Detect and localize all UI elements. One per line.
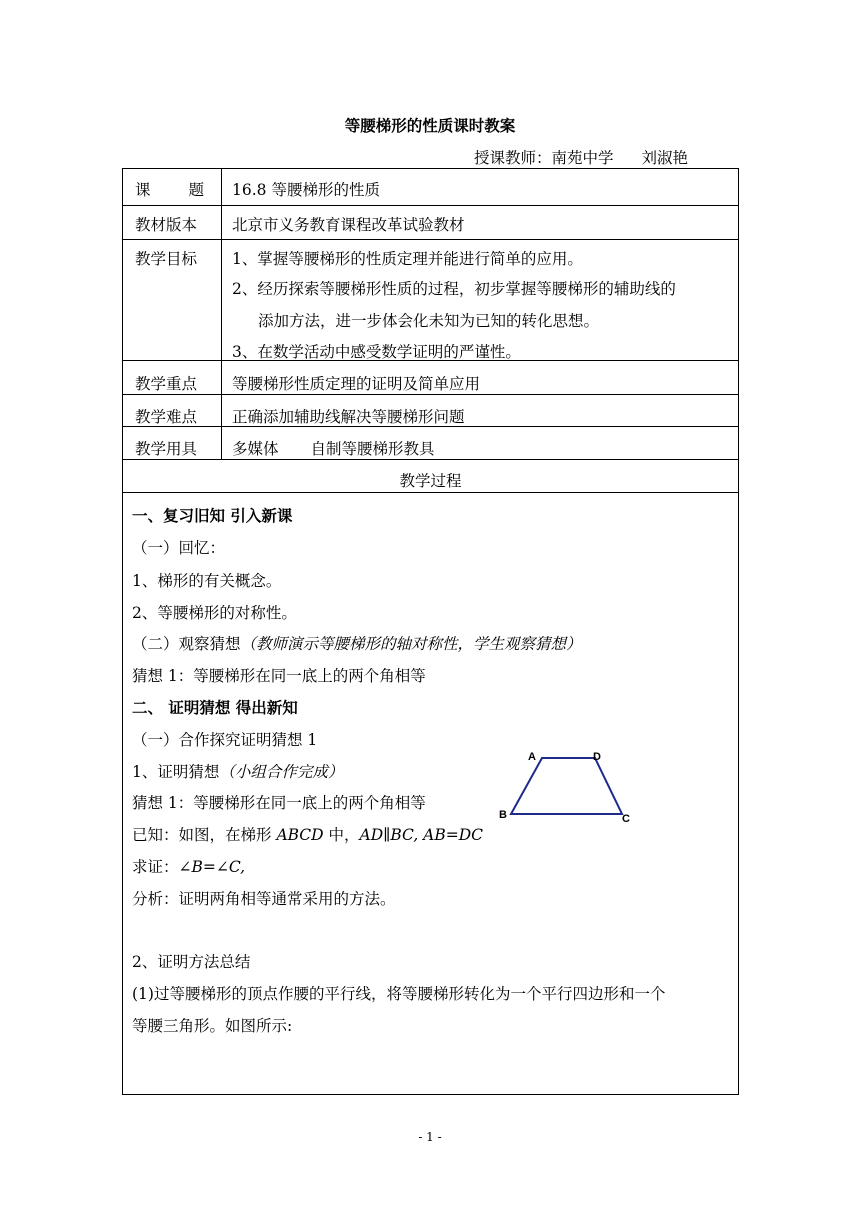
vertex-label-b: B bbox=[499, 809, 507, 821]
goal-1: 1、掌握等腰梯形的性质定理并能进行简单的应用。 bbox=[232, 250, 583, 268]
goals-label: 教学目标 bbox=[135, 250, 198, 268]
section-1-sub-2: （二）观察猜想（教师演示等腰梯形的轴对称性，学生观察猜想） bbox=[132, 635, 582, 653]
section-1-item-2: 2、等腰梯形的对称性。 bbox=[132, 604, 297, 622]
section-1-guess: 猜想 1：等腰梯形在同一底上的两个角相等 bbox=[132, 667, 426, 685]
page-number: - 1 - bbox=[418, 1130, 442, 1144]
topic-label: 课 题 bbox=[135, 181, 205, 199]
tools-label: 教学用具 bbox=[135, 440, 198, 458]
focus-value: 等腰梯形性质定理的证明及简单应用 bbox=[232, 375, 481, 393]
difficulty-value: 正确添加辅助线解决等腰梯形问题 bbox=[232, 408, 465, 426]
topic-value: 16.8 等腰梯形的性质 bbox=[232, 181, 380, 199]
document-title: 等腰梯形的性质课时教案 bbox=[344, 117, 516, 135]
section-2-sub-1: （一）合作探究证明猜想 1 bbox=[132, 731, 318, 749]
section-2-guess: 猜想 1：等腰梯形在同一底上的两个角相等 bbox=[132, 794, 426, 812]
vertex-label-c: C bbox=[622, 813, 630, 825]
section-1-item-1: 1、梯形的有关概念。 bbox=[132, 572, 282, 590]
difficulty-label: 教学难点 bbox=[135, 408, 198, 426]
edition-value: 北京市义务教育课程改革试验教材 bbox=[232, 216, 465, 234]
trapezoid-shape bbox=[511, 758, 622, 814]
section-2-method-1-cont: 等腰三角形。如图所示: bbox=[132, 1017, 293, 1035]
process-heading: 教学过程 bbox=[399, 472, 462, 490]
vertex-label-a: A bbox=[528, 751, 536, 763]
section-2-known: 已知：如图，在梯形 ABCD 中，AD∥BC, AB=DC bbox=[132, 826, 484, 844]
tools-value: 多媒体 自制等腰梯形教具 bbox=[232, 440, 435, 458]
focus-label: 教学重点 bbox=[135, 375, 198, 393]
goal-2: 2、经历探索等腰梯形性质的过程，初步掌握等腰梯形的辅助线的 bbox=[232, 280, 676, 298]
section-1-title: 一、复习旧知 引入新课 bbox=[132, 507, 293, 525]
teacher-name: 刘淑艳 bbox=[641, 149, 689, 167]
section-2-title: 二、 证明猜想 得出新知 bbox=[132, 699, 298, 717]
section-2-item-1: 1、证明猜想（小组合作完成） bbox=[132, 763, 344, 781]
vertex-label-d: D bbox=[593, 751, 601, 763]
section-2-prove: 求证：∠B=∠C, bbox=[132, 858, 246, 876]
goal-2-cont: 添加方法，进一步体会化未知为已知的转化思想。 bbox=[258, 312, 600, 330]
section-2-method-1: (1)过等腰梯形的顶点作腰的平行线，将等腰梯形转化为一个平行四边形和一个 bbox=[132, 985, 666, 1003]
teacher-line bbox=[474, 146, 688, 168]
section-2-item-2: 2、证明方法总结 bbox=[132, 953, 251, 971]
trapezoid-figure bbox=[496, 748, 636, 828]
edition-label: 教材版本 bbox=[135, 216, 198, 234]
goal-3: 3、在数学活动中感受数学证明的严谨性。 bbox=[232, 343, 521, 361]
section-2-analysis: 分析：证明两角相等通常采用的方法。 bbox=[132, 890, 396, 908]
teacher-school: 授课教师：南苑中学 bbox=[474, 149, 614, 167]
lesson-table bbox=[122, 168, 739, 1095]
section-1-sub-1: （一）回忆： bbox=[132, 539, 226, 557]
